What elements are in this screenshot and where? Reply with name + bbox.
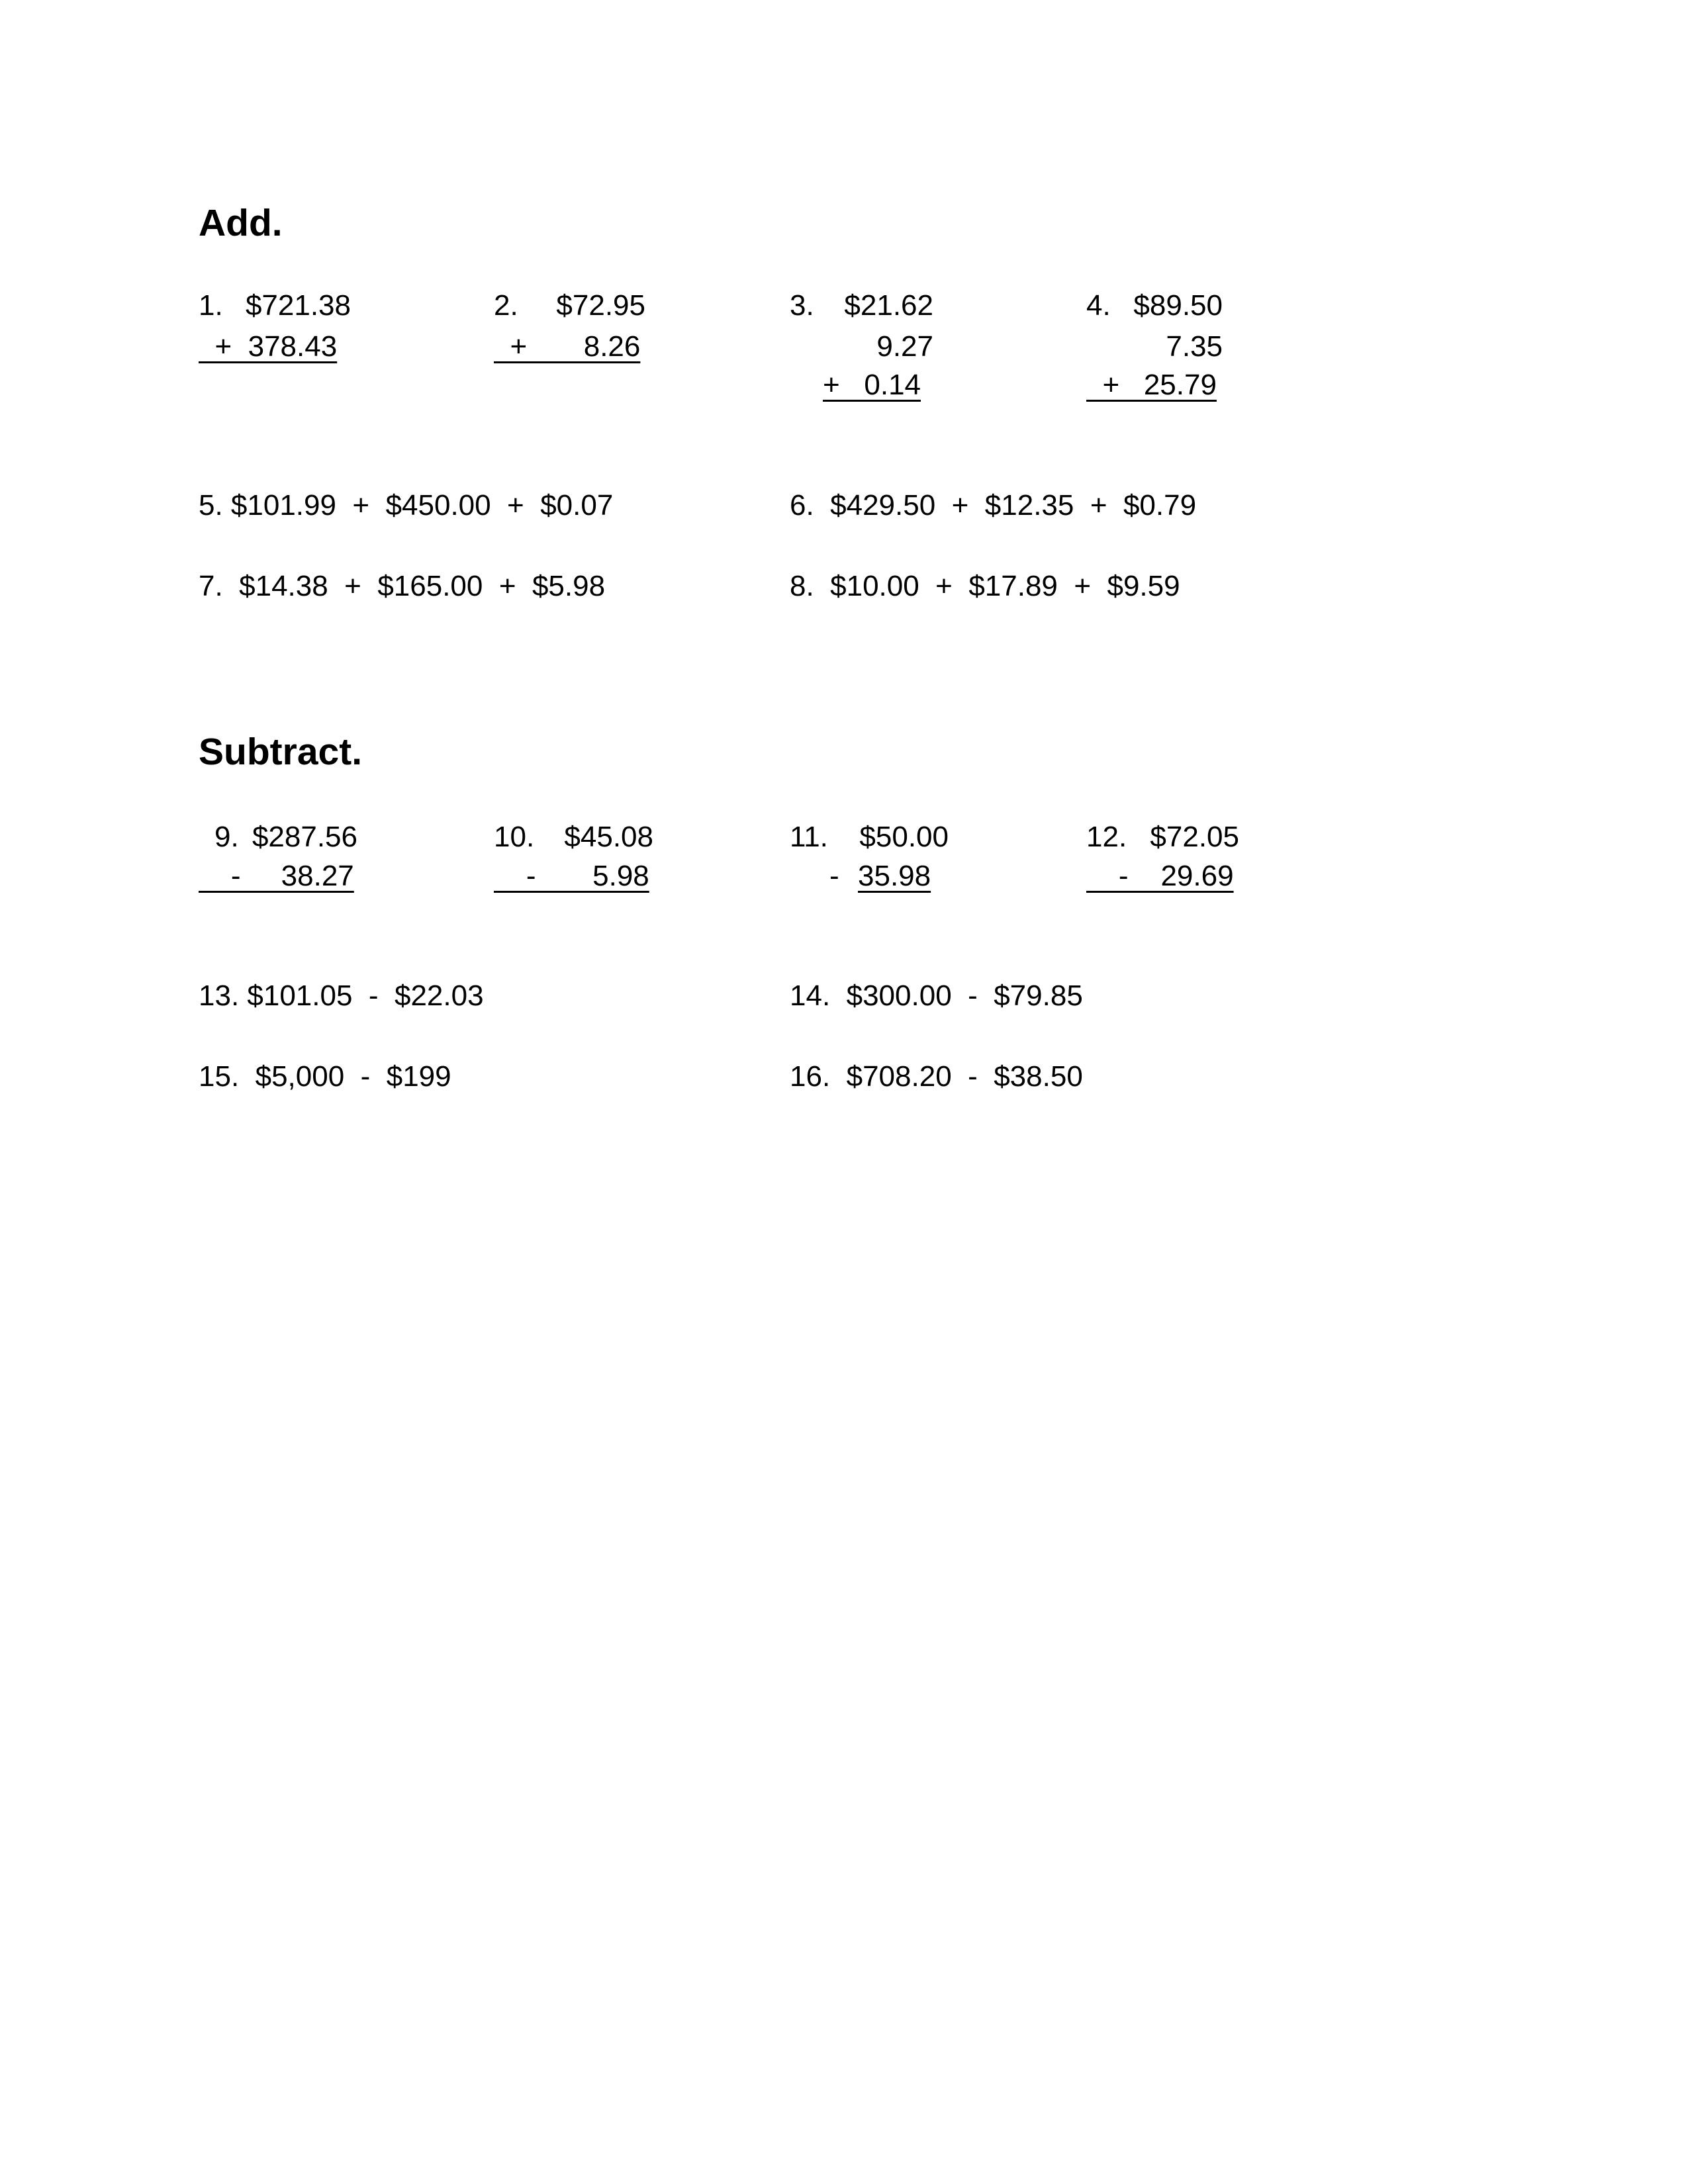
problem-4-top: $89.50: [1133, 289, 1223, 322]
problem-12-number: 12.: [1086, 821, 1127, 853]
problem-3-number: 3.: [790, 289, 814, 322]
problem-2-top: $72.95: [556, 289, 645, 322]
problem-13: 13. $101.05 - $22.03: [199, 979, 484, 1012]
problem-9-number: 9.: [214, 821, 239, 853]
problem-1-operand-line: + 378.43: [199, 330, 338, 363]
problem-16: 16. $708.20 - $38.50: [790, 1060, 1083, 1093]
problem-10-top: $45.08: [564, 821, 653, 853]
problem-4-number: 4.: [1086, 289, 1111, 322]
problem-11-bottom: 35.98: [858, 860, 931, 892]
problem-1-number: 1.: [199, 289, 223, 322]
problem-5: 5. $101.99 + $450.00 + $0.07: [199, 489, 614, 522]
problem-12-top: $72.05: [1150, 821, 1239, 853]
problem-4-middle: 7.35: [1166, 330, 1223, 363]
problem-12-operand-line: - 29.69: [1086, 860, 1234, 892]
problem-11-top: $50.00: [859, 821, 949, 853]
add-heading: Add.: [199, 202, 283, 244]
problem-3-middle: 9.27: [876, 330, 933, 363]
problem-11-number: 11.: [790, 821, 828, 853]
problem-6: 6. $429.50 + $12.35 + $0.79: [790, 489, 1197, 522]
problem-2-operand-line: + 8.26: [494, 330, 641, 363]
problem-9-operand-line: - 38.27: [199, 860, 354, 892]
problem-9-top: $287.56: [252, 821, 357, 853]
problem-14: 14. $300.00 - $79.85: [790, 979, 1083, 1012]
subtract-heading: Subtract.: [199, 731, 363, 773]
problem-11-minus: -: [829, 860, 839, 892]
problem-15: 15. $5,000 - $199: [199, 1060, 451, 1093]
problem-3-top: $21.62: [844, 289, 933, 322]
problem-1-top: $721.38: [245, 289, 351, 322]
problem-2-number: 2.: [494, 289, 518, 322]
problem-10-operand-line: - 5.98: [494, 860, 649, 892]
problem-7: 7. $14.38 + $165.00 + $5.98: [199, 570, 606, 602]
problem-10-number: 10.: [494, 821, 535, 853]
problem-3-operand-line: + 0.14: [823, 369, 921, 401]
problem-8: 8. $10.00 + $17.89 + $9.59: [790, 570, 1180, 602]
problem-4-operand-line: + 25.79: [1086, 369, 1217, 401]
